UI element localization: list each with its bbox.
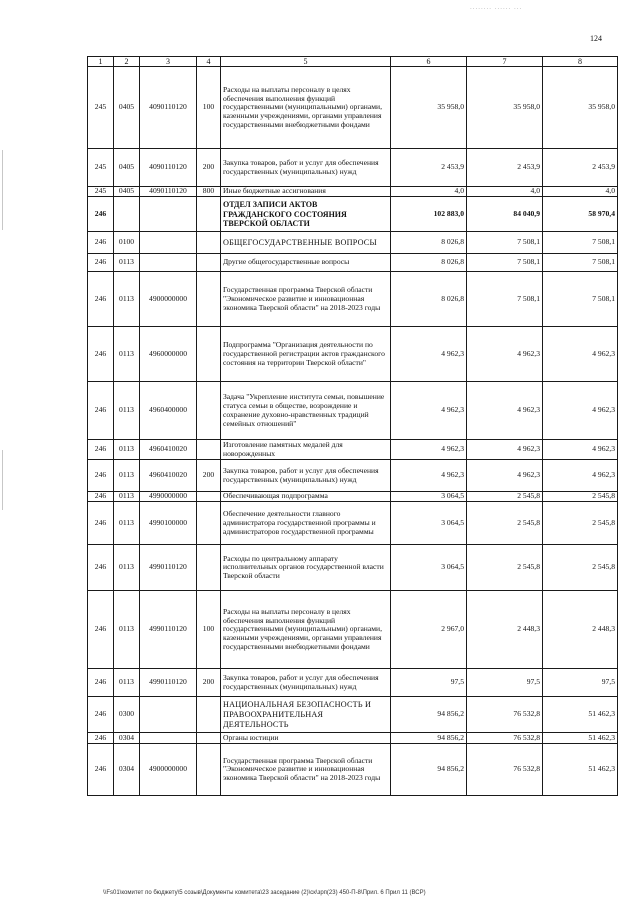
- description-cell: Закупка товаров, работ и услуг для обеспечения государственных (муниципальных) нужд: [221, 669, 391, 697]
- amount-2022-cell: 4 962,3: [467, 327, 543, 382]
- ministry-code-cell: 246: [88, 697, 114, 733]
- section-code-cell: 0100: [114, 232, 140, 254]
- amount-2022-cell: 7 508,1: [467, 232, 543, 254]
- amount-2021-cell: 94 856,2: [391, 744, 467, 796]
- table-row: [88, 149, 618, 187]
- expense-type-cell: 100: [197, 591, 221, 669]
- ministry-code-cell: 245: [88, 67, 114, 149]
- table-row: [88, 440, 618, 460]
- target-article-cell: [140, 232, 197, 254]
- section-code-cell: 0113: [114, 460, 140, 492]
- amount-2023-cell: 51 462,3: [543, 744, 618, 796]
- amount-2022-cell: 2 545,8: [467, 492, 543, 502]
- table-row: [88, 327, 618, 382]
- ministry-code-cell: 246: [88, 591, 114, 669]
- description-cell: Расходы на выплаты персоналу в целях обеспечения выполнения функций государственными (муниципальными) органами, казенными учреждениями, органами управления государственными внебюджетными фондами: [221, 67, 391, 149]
- expense-type-cell: [197, 545, 221, 591]
- amount-2021-cell: 4 962,3: [391, 327, 467, 382]
- expense-type-cell: [197, 744, 221, 796]
- expense-type-cell: [197, 272, 221, 327]
- amount-2022-cell: 2 448,3: [467, 591, 543, 669]
- amount-2023-cell: 51 462,3: [543, 733, 618, 744]
- amount-2022-cell: 4,0: [467, 187, 543, 197]
- amount-2022-cell: 2 545,8: [467, 545, 543, 591]
- ministry-code-cell: 246: [88, 744, 114, 796]
- header-cell: 2: [114, 57, 140, 67]
- expense-type-cell: [197, 197, 221, 232]
- file-path-footer: \\Fs01\комитет по бюджету\5 созыв\Документы комитета\23 заседание (2)\ск\зрп(23) 450-П-8\Прил. 6 Прил 11 (ВСР): [103, 890, 426, 896]
- amount-2021-cell: 2 967,0: [391, 591, 467, 669]
- target-article-cell: 4960410020: [140, 460, 197, 492]
- expense-type-cell: 200: [197, 669, 221, 697]
- amount-2023-cell: 97,5: [543, 669, 618, 697]
- target-article-cell: 4960410020: [140, 440, 197, 460]
- expense-type-cell: 800: [197, 187, 221, 197]
- amount-2021-cell: 3 064,5: [391, 545, 467, 591]
- description-cell: Государственная программа Тверской области "Экономическое развитие и инновационная экономика Тверской области" на 2018-2023 годы: [221, 744, 391, 796]
- table-row: [88, 187, 618, 197]
- target-article-cell: 4960000000: [140, 327, 197, 382]
- target-article-cell: 4090110120: [140, 149, 197, 187]
- ministry-code-cell: 246: [88, 460, 114, 492]
- target-article-cell: 4090110120: [140, 187, 197, 197]
- amount-2023-cell: 2 545,8: [543, 545, 618, 591]
- target-article-cell: 4990100000: [140, 502, 197, 545]
- amount-2023-cell: 4 962,3: [543, 440, 618, 460]
- expense-type-cell: [197, 502, 221, 545]
- amount-2023-cell: 51 462,3: [543, 697, 618, 733]
- amount-2021-cell: 35 958,0: [391, 67, 467, 149]
- amount-2023-cell: 4 962,3: [543, 460, 618, 492]
- description-cell: Другие общегосударственные вопросы: [221, 254, 391, 272]
- ministry-code-cell: 246: [88, 254, 114, 272]
- expense-type-cell: [197, 440, 221, 460]
- amount-2022-cell: 2 453,9: [467, 149, 543, 187]
- top-margin-marks: ........ ...... ...: [470, 3, 523, 11]
- header-cell: 8: [543, 57, 618, 67]
- table-row: [88, 67, 618, 149]
- target-article-cell: 4900000000: [140, 744, 197, 796]
- target-article-cell: 4900000000: [140, 272, 197, 327]
- ministry-code-cell: 246: [88, 492, 114, 502]
- description-cell: Обеспечивающая подпрограмма: [221, 492, 391, 502]
- amount-2023-cell: 2 545,8: [543, 502, 618, 545]
- ministry-code-cell: 246: [88, 327, 114, 382]
- section-code-cell: 0113: [114, 492, 140, 502]
- section-code-cell: 0300: [114, 697, 140, 733]
- expense-type-cell: 200: [197, 149, 221, 187]
- amount-2021-cell: 94 856,2: [391, 733, 467, 744]
- description-cell: Изготовление памятных медалей для новорожденных: [221, 440, 391, 460]
- section-code-cell: 0113: [114, 545, 140, 591]
- binder-mark-upper: [2, 150, 3, 230]
- table-row: [88, 502, 618, 545]
- ministry-code-cell: 246: [88, 440, 114, 460]
- amount-2022-cell: 4 962,3: [467, 382, 543, 440]
- amount-2022-cell: 4 962,3: [467, 440, 543, 460]
- amount-2022-cell: 4 962,3: [467, 460, 543, 492]
- binder-mark-lower: [2, 450, 3, 510]
- expense-type-cell: [197, 232, 221, 254]
- table-row: [88, 545, 618, 591]
- amount-2021-cell: 102 883,0: [391, 197, 467, 232]
- description-cell: ОБЩЕГОСУДАРСТВЕННЫЕ ВОПРОСЫ: [221, 232, 391, 254]
- header-cell: 3: [140, 57, 197, 67]
- description-cell: Подпрограмма "Организация деятельности по государственной регистрации актов гражданского состояния на территории Тверской области": [221, 327, 391, 382]
- description-cell: Обеспечение деятельности главного администратора государственной программы и администраторов государственной программы: [221, 502, 391, 545]
- amount-2021-cell: 8 026,8: [391, 232, 467, 254]
- description-cell: ОТДЕЛ ЗАПИСИ АКТОВ ГРАЖДАНСКОГО СОСТОЯНИЯ ТВЕРСКОЙ ОБЛАСТИ: [221, 197, 391, 232]
- ministry-code-cell: 246: [88, 272, 114, 327]
- target-article-cell: 4960400000: [140, 382, 197, 440]
- table-row: [88, 197, 618, 232]
- section-code-cell: 0304: [114, 744, 140, 796]
- ministry-code-cell: 246: [88, 502, 114, 545]
- header-cell: 4: [197, 57, 221, 67]
- ministry-code-cell: 245: [88, 187, 114, 197]
- amount-2023-cell: 2 453,9: [543, 149, 618, 187]
- section-code-cell: 0113: [114, 382, 140, 440]
- amount-2021-cell: 4 962,3: [391, 460, 467, 492]
- header-cell: 7: [467, 57, 543, 67]
- amount-2022-cell: 35 958,0: [467, 67, 543, 149]
- table-row: [88, 492, 618, 502]
- section-code-cell: 0304: [114, 733, 140, 744]
- target-article-cell: [140, 254, 197, 272]
- amount-2023-cell: 4 962,3: [543, 382, 618, 440]
- amount-2021-cell: 97,5: [391, 669, 467, 697]
- ministry-code-cell: 246: [88, 232, 114, 254]
- amount-2023-cell: 4 962,3: [543, 327, 618, 382]
- target-article-cell: 4990110120: [140, 545, 197, 591]
- table-row: [88, 254, 618, 272]
- amount-2023-cell: 2 545,8: [543, 492, 618, 502]
- amount-2021-cell: 4 962,3: [391, 440, 467, 460]
- section-code-cell: 0113: [114, 254, 140, 272]
- expense-type-cell: [197, 697, 221, 733]
- expense-type-cell: [197, 492, 221, 502]
- table-row: [88, 591, 618, 669]
- amount-2021-cell: 4,0: [391, 187, 467, 197]
- amount-2022-cell: 84 040,9: [467, 197, 543, 232]
- description-cell: НАЦИОНАЛЬНАЯ БЕЗОПАСНОСТЬ И ПРАВООХРАНИТЕЛЬНАЯ ДЕЯТЕЛЬНОСТЬ: [221, 697, 391, 733]
- description-cell: Задача "Укрепление института семьи, повышение статуса семьи в обществе, возрождение и сохранение духовно-нравственных традиций семейных отношений": [221, 382, 391, 440]
- amount-2023-cell: 7 508,1: [543, 232, 618, 254]
- description-cell: Иные бюджетные ассигнования: [221, 187, 391, 197]
- expense-type-cell: 100: [197, 67, 221, 149]
- amount-2023-cell: 35 958,0: [543, 67, 618, 149]
- section-code-cell: [114, 197, 140, 232]
- header-cell: 6: [391, 57, 467, 67]
- section-code-cell: 0113: [114, 591, 140, 669]
- table-row: [88, 733, 618, 744]
- amount-2023-cell: 58 970,4: [543, 197, 618, 232]
- description-cell: Расходы на выплаты персоналу в целях обеспечения выполнения функций государственными (муниципальными) органами, казенными учреждениями, органами управления государственными внебюджетными фондами: [221, 591, 391, 669]
- amount-2022-cell: 97,5: [467, 669, 543, 697]
- description-cell: Закупка товаров, работ и услуг для обеспечения государственных (муниципальных) нужд: [221, 460, 391, 492]
- table-row: [88, 272, 618, 327]
- table-row: [88, 232, 618, 254]
- ministry-code-cell: 246: [88, 382, 114, 440]
- amount-2022-cell: 76 532,8: [467, 744, 543, 796]
- amount-2022-cell: 2 545,8: [467, 502, 543, 545]
- amount-2022-cell: 76 532,8: [467, 733, 543, 744]
- expense-type-cell: [197, 382, 221, 440]
- amount-2022-cell: 7 508,1: [467, 254, 543, 272]
- table-row: [88, 460, 618, 492]
- amount-2021-cell: 2 453,9: [391, 149, 467, 187]
- ministry-code-cell: 245: [88, 149, 114, 187]
- amount-2023-cell: 7 508,1: [543, 272, 618, 327]
- amount-2021-cell: 94 856,2: [391, 697, 467, 733]
- description-cell: Расходы по центральному аппарату исполнительных органов государственной власти Тверской области: [221, 545, 391, 591]
- amount-2021-cell: 8 026,8: [391, 272, 467, 327]
- description-cell: Государственная программа Тверской области "Экономическое развитие и инновационная экономика Тверской области" на 2018-2023 годы: [221, 272, 391, 327]
- ministry-code-cell: 246: [88, 669, 114, 697]
- section-code-cell: 0113: [114, 272, 140, 327]
- ministry-code-cell: 246: [88, 197, 114, 232]
- section-code-cell: 0113: [114, 502, 140, 545]
- section-code-cell: 0405: [114, 149, 140, 187]
- amount-2021-cell: 4 962,3: [391, 382, 467, 440]
- table-row: [88, 744, 618, 796]
- ministry-code-cell: 246: [88, 733, 114, 744]
- expense-type-cell: [197, 327, 221, 382]
- section-code-cell: 0405: [114, 67, 140, 149]
- amount-2023-cell: 2 448,3: [543, 591, 618, 669]
- amount-2022-cell: 76 532,8: [467, 697, 543, 733]
- header-cell: 1: [88, 57, 114, 67]
- target-article-cell: [140, 733, 197, 744]
- amount-2021-cell: 3 064,5: [391, 502, 467, 545]
- ministry-code-cell: 246: [88, 545, 114, 591]
- section-code-cell: 0113: [114, 669, 140, 697]
- target-article-cell: 4990000000: [140, 492, 197, 502]
- expense-type-cell: [197, 733, 221, 744]
- amount-2021-cell: 3 064,5: [391, 492, 467, 502]
- amount-2023-cell: 7 508,1: [543, 254, 618, 272]
- target-article-cell: 4090110120: [140, 67, 197, 149]
- target-article-cell: 4990110120: [140, 591, 197, 669]
- expense-type-cell: [197, 254, 221, 272]
- budget-table: [87, 56, 618, 796]
- target-article-cell: 4990110120: [140, 669, 197, 697]
- section-code-cell: 0113: [114, 440, 140, 460]
- amount-2022-cell: 7 508,1: [467, 272, 543, 327]
- target-article-cell: [140, 697, 197, 733]
- header-row: [88, 57, 618, 67]
- amount-2021-cell: 8 026,8: [391, 254, 467, 272]
- section-code-cell: 0113: [114, 327, 140, 382]
- description-cell: Органы юстиции: [221, 733, 391, 744]
- target-article-cell: [140, 197, 197, 232]
- amount-2023-cell: 4,0: [543, 187, 618, 197]
- expense-type-cell: 200: [197, 460, 221, 492]
- description-cell: Закупка товаров, работ и услуг для обеспечения государственных (муниципальных) нужд: [221, 149, 391, 187]
- table-row: [88, 697, 618, 733]
- table-row: [88, 669, 618, 697]
- page-number: 124: [590, 34, 602, 43]
- table-row: [88, 382, 618, 440]
- header-cell: 5: [221, 57, 391, 67]
- section-code-cell: 0405: [114, 187, 140, 197]
